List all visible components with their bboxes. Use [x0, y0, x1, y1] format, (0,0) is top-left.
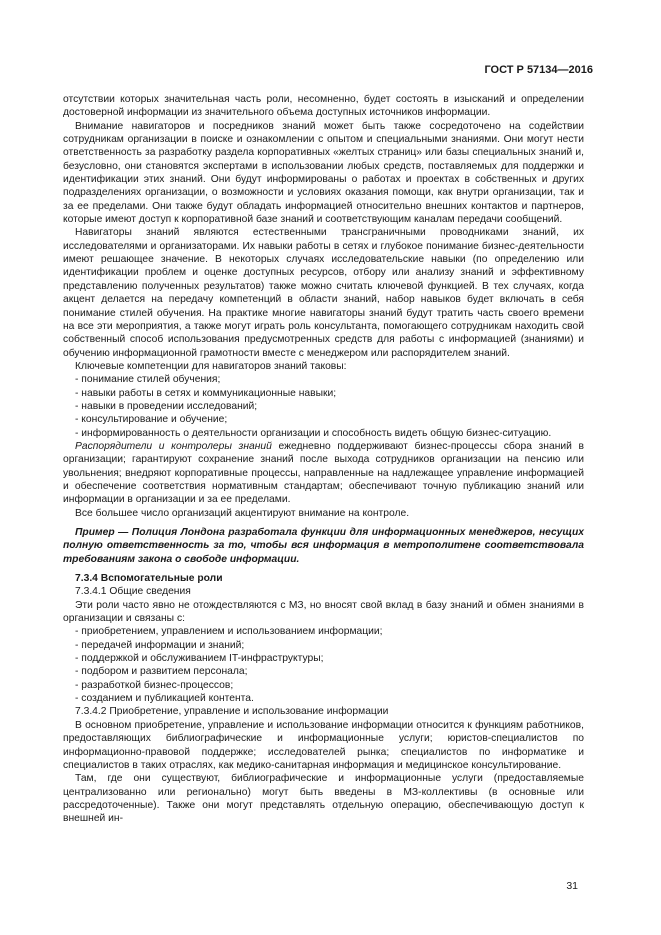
distributors-lead: Распорядители и контролеры знаний: [75, 440, 272, 452]
list-item: - информированность о деятельности организации и способность видеть общую бизнес-ситуацию.: [75, 427, 552, 439]
subsection-heading: 7.3.4.1 Общие сведения: [75, 586, 191, 598]
example-note: Пример — Полиция Лондона разработала функции для информационных менеджеров, несущих полную ответственность за то, чтобы вся информация в метрополитене соответствовала требованиям закона о свободе информации.: [63, 527, 584, 565]
paragraph: Внимание навигаторов и посредников знаний может быть также сосредоточено на содействии сотрудникам организации в поиске и ознакомлении с опытом и специальными знаниями. Они могут нести ответственность за разработку раздела корпоративных «желтых страниц» или базы специальных знаний и, безусловно, они становятся экспертами в использовании любых средств, поставляемых для поддержки и идентификации этих знаний. Они будут информированы о работах и проектах в собственных и других подразделениях организации, о возможности и условиях оказания помощи, как внутри организации, так и за ее пределами. Они также будут обладать информацией относительно внешних контактов и партнеров, которые имеют доступ к корпоративной базе знаний и соответствующим каналам передачи сообщений.: [63, 120, 584, 226]
list-item: - разработкой бизнес-процессов;: [75, 679, 234, 691]
paragraph: [63, 440, 584, 507]
paragraph: Все большее число организаций акцентируют внимание на контроле.: [75, 507, 410, 519]
distributors-text: ежедневно поддерживают бизнес-процессы сбора знаний в организации; гарантируют сохранение знаний после выхода сотрудников организации на пенсию или увольнения; внедряют корпоративные процессы, направленные на надлежащее управление информацией и обеспечение соответствия нормативным стандартам; обеспечивают точную публикацию знаний или информации в организации и за ее пределами.: [63, 440, 584, 506]
paragraph: Там, где они существуют, библиографические и информационные услуги (предоставляемые централизованно или регионально) могут быть введены в МЗ-коллективы (в основные или рассредоточенные). Также они могут представлять отдельную операцию, обеспечивающую доступ к внешней ин-: [63, 773, 584, 825]
list-intro: Ключевые компетенции для навигаторов знаний таковы:: [75, 360, 347, 372]
list-item: - поддержкой и обслуживанием IT-инфраструктуры;: [75, 653, 324, 665]
list-item: - подбором и развитием персонала;: [75, 666, 248, 678]
list-item: - созданием и публикацией контента.: [75, 693, 254, 705]
list-item: - приобретением, управлением и использованием информации;: [75, 626, 383, 638]
paragraph: Навигаторы знаний являются естественными трансграничными проводниками знаний, их исследователями и организаторами. Их навыки работы в сетях и глубокое понимание бизнес-деятельности имеют решающее значение. В некоторых случаях исследовательские навыки (по определению или идентификации проблем и оценке доступных ресурсов, отбору или анализу знаний и эффективному представлению полученных результатов) также можно считать ключевой функцией. В тех случаях, когда акцент делается на передачу компетенций в области знаний, набор навыков будет включать в себя понимание стилей обучения. На практике многие навигаторы знаний будут тратить часть своего времени на все эти мероприятия, а также могут играть роль консультанта, помогающего сотрудникам находить свой собственный способ использования предусмотренных средств для работы с информацией (знаниями) и обучению информационной грамотности вместе с менеджером или распорядителем знаний.: [63, 227, 584, 359]
page-number: 31: [566, 880, 578, 892]
subsection-heading: 7.3.4.2 Приобретение, управление и использование информации: [75, 706, 389, 718]
paragraph: В основном приобретение, управление и использование информации относится к функциям работников, предоставляющих библиографические и информационные услуги; юристов-специалистов по информационно-правовой поддержке; исследователей рынка; специалистов по информатике и специалистов в таких отраслях, как медико-санитарная информация и медицинское консультирование.: [63, 719, 584, 771]
list-item: - понимание стилей обучения;: [75, 374, 221, 386]
list-item: - передачей информации и знаний;: [75, 639, 245, 651]
list-item: - консультирование и обучение;: [75, 414, 228, 426]
list-item: - навыки в проведении исследований;: [75, 400, 258, 412]
document-body: [63, 93, 584, 826]
paragraph: Эти роли часто явно не отождествляются с МЗ, но вносят свой вклад в базу знаний и обмен знаниями в организации и связаны с:: [63, 599, 584, 625]
paragraph: отсутствии которых значительная часть роли, несомненно, будет состоять в изысканий и определении достоверной информации из значительного объема доступных источников информации.: [63, 94, 584, 119]
document-header: ГОСТ Р 57134—2016: [484, 64, 593, 76]
list-item: - навыки работы в сетях и коммуникационные навыки;: [75, 387, 337, 399]
section-heading: 7.3.4 Вспомогательные роли: [75, 573, 223, 585]
